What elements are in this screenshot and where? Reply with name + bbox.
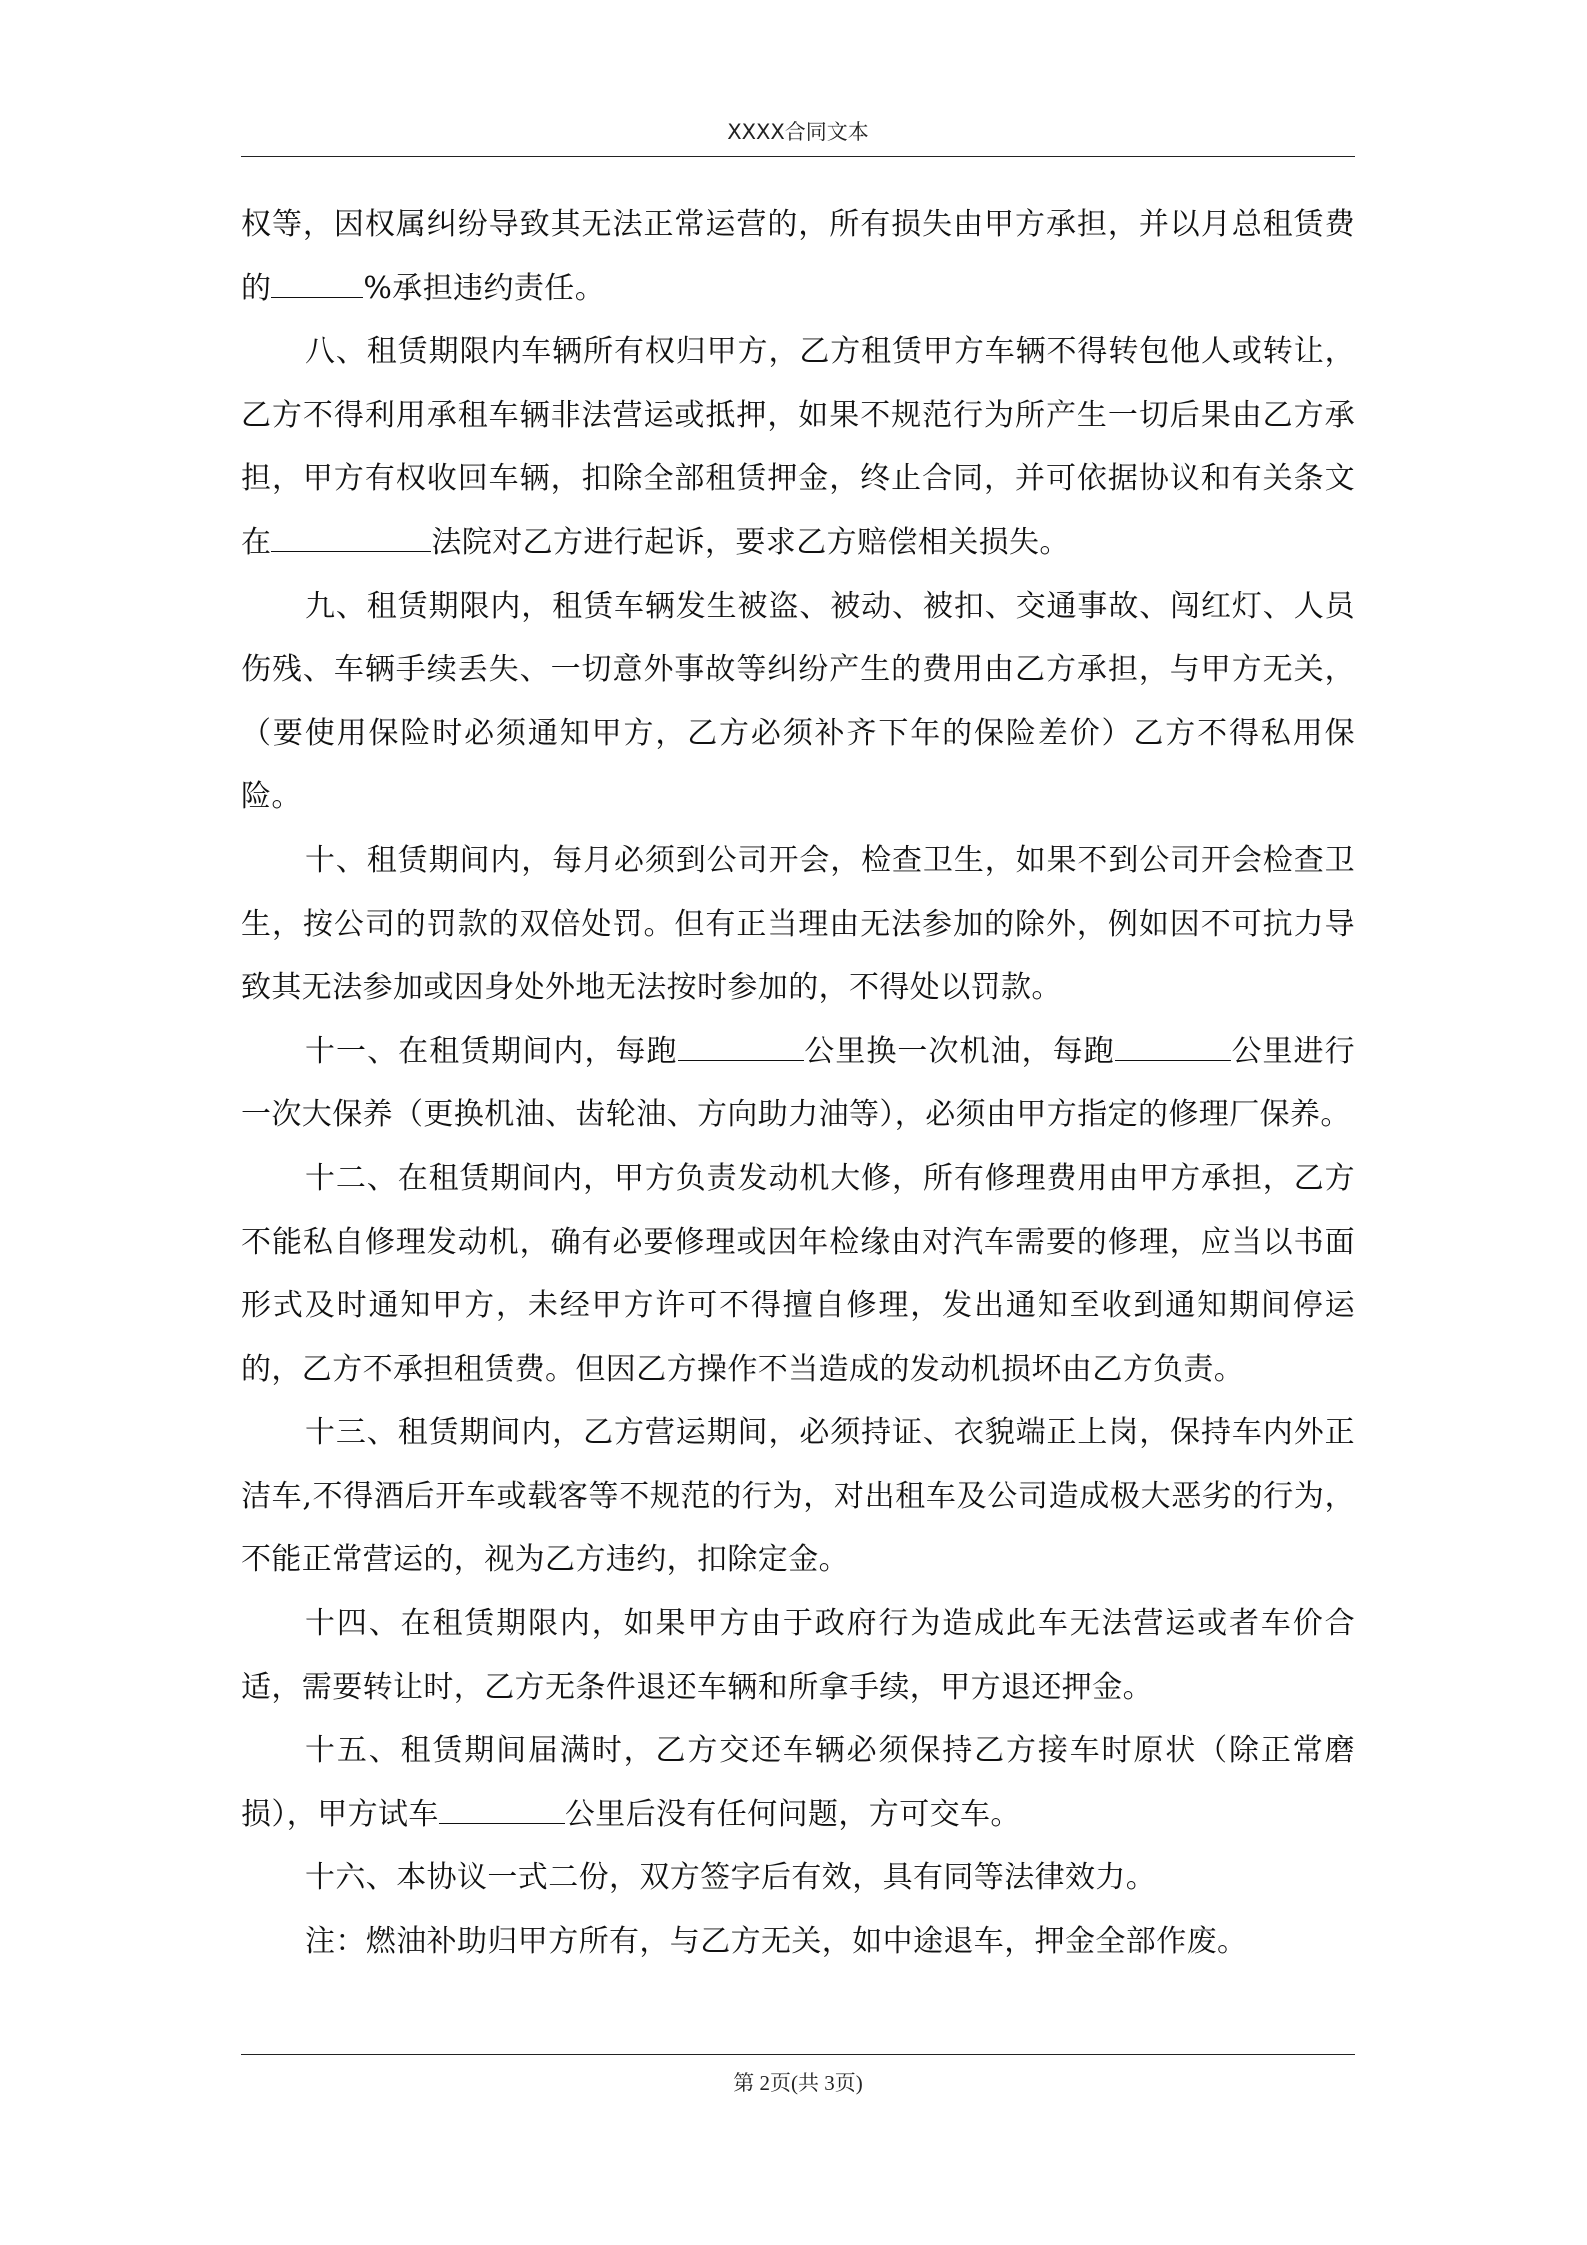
paragraph-text: %承担违约责任。 [363,270,606,306]
fill-in-blank [1115,1030,1231,1061]
contract-paragraph [241,193,1355,320]
paragraph-text: 十六、本协议一式二份，双方签字后有效，具有同等法律效力。 [305,1860,1157,1896]
contract-paragraph [241,1910,1355,1974]
paragraph-text: 公里换一次机油，每跑 [803,1033,1115,1069]
fill-in-blank [271,521,431,552]
document-title: XXXX合同文本 [727,120,869,144]
paragraph-text: 权等，因权属纠纷导致其无法正常运营的，所有损失由甲方承担，并以月总租赁费的 [241,207,1355,306]
document-body [241,193,1355,1974]
contract-paragraph [241,1147,1355,1401]
page-footer [241,2054,1355,2095]
contract-paragraph [241,575,1355,829]
paragraph-text: 十四、在租赁期限内，如果甲方由于政府行为造成此车无法营运或者车价合适，需要转让时，乙方无条件退还车辆和所拿手续，甲方退还押金。 [241,1606,1355,1705]
fill-in-blank [271,267,363,298]
paragraph-text: 公里后没有任何问题，方可交车。 [564,1796,1021,1832]
page-header [241,112,1355,157]
contract-paragraph [241,320,1355,574]
paragraph-text: 注：燃油补助归甲方所有，与乙方无关，如中途退车，押金全部作废。 [305,1924,1248,1960]
page-number: 第 2页(共 3页) [733,2071,863,2095]
paragraph-text: 十二、在租赁期间内，甲方负责发动机大修，所有修理费用由甲方承担，乙方不能私自修理发动机，确有必要修理或因年检缘由对汽车需要的修理，应当以书面形式及时通知甲方，未经甲方许可不得擅自修理，发出通知至收到通知期间停运的，乙方不承担租赁费。但因乙方操作不当造成的发动机损坏由乙方负责。 [241,1160,1355,1387]
contract-paragraph [241,1592,1355,1719]
paragraph-text: 十五、租赁期间届满时，乙方交还车辆必须保持乙方接车时原状（除正常磨损），甲方试车 [241,1733,1355,1832]
contract-paragraph [241,1846,1355,1910]
paragraph-text: 十三、租赁期间内，乙方营运期间，必须持证、衣貌端正上岗，保持车内外正洁车,不得酒后开车或载客等不规范的行为，对出租车及公司造成极大恶劣的行为，不能正常营运的，视为乙方违约，扣除定金。 [241,1415,1355,1578]
paragraph-text: 十、租赁期间内，每月必须到公司开会，检查卫生，如果不到公司开会检查卫生，按公司的罚款的双倍处罚。但有正当理由无法参加的除外，例如因不可抗力导致其无法参加或因身处外地无法按时参加的，不得处以罚款。 [241,842,1355,1006]
paragraph-text: 九、租赁期限内，租赁车辆发生被盗、被动、被扣、交通事故、闯红灯、人员伤残、车辆手续丢失、一切意外事故等纠纷产生的费用由乙方承担，与甲方无关，（要使用保险时必须通知甲方，乙方必须补齐下年的保险差价）乙方不得私用保险。 [241,588,1355,815]
contract-paragraph [241,1719,1355,1846]
paragraph-text: 十一、在租赁期间内，每跑 [305,1033,678,1069]
fill-in-blank [439,1793,565,1824]
contract-paragraph [241,1401,1355,1592]
paragraph-text: 法院对乙方进行起诉，要求乙方赔偿相关损失。 [431,524,1070,560]
fill-in-blank [678,1030,804,1061]
contract-paragraph [241,829,1355,1020]
paragraph-text: 八、租赁期限内车辆所有权归甲方，乙方租赁甲方车辆不得转包他人或转让，乙方不得利用承租车辆非法营运或抵押，如果不规范行为所产生一切后果由乙方承担，甲方有权收回车辆，扣除全部租赁押金，终止合同，并可依据协议和有关条文在 [241,334,1355,560]
contract-paragraph [241,1020,1355,1147]
paragraph-text: 公里进行一次大保养（更换机油、齿轮油、方向助力油等），必须由甲方指定的修理厂保养。 [241,1033,1356,1133]
